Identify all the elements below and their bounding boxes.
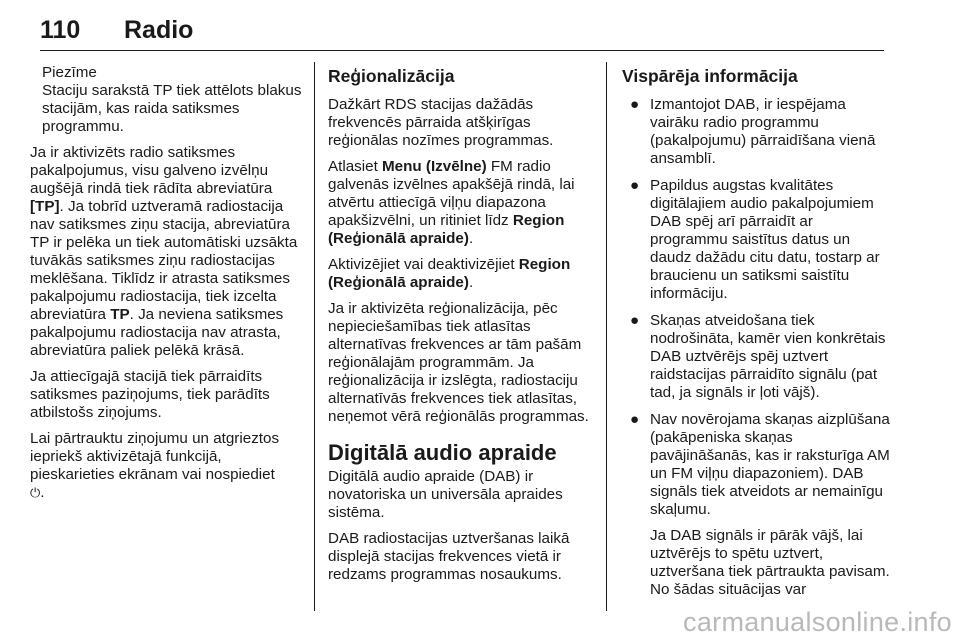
column-1 [30,64,302,510]
section-title: Radio [124,16,194,44]
list-item [622,411,890,599]
menu-label: Menu (Izvēlne) [382,158,487,175]
text-run: Atlasiet [328,158,383,175]
text-run: Lai pārtrauktu ziņojumu un atgrieztos iepriekš aktivizētajā funkcijā, pieskarieties ekrānam vai nospiediet [30,430,280,483]
paragraph-menu [328,158,590,248]
text-run: Aktivizējiet vai deaktivizējiet [328,256,519,273]
list-item [622,177,890,303]
bullet-icon: ● [630,312,640,329]
paragraph-rds: Dažkārt RDS stacijas dažādās frekvencēs pārraida atšķirīgas reģionālas nozīmes programmas. [328,96,554,149]
region-label: Region (Reģionālā apraide) [328,212,565,247]
info-list [622,96,890,599]
paragraph-tp-info [30,144,302,360]
text-run: . [468,274,474,291]
list-item-text: Skaņas atveidošana tiek nodrošināta, kamēr vien konkrētais DAB uztvērējs spēj uztvert raidstacijas pārraidīto signālu (pat tad, ja signāls ir ļoti vājš). [650,312,886,401]
paragraph-dab-intro: Digitālā audio apraide (DAB) ir novatoriska un universāla apraides sistēma. [328,468,563,521]
note-title: Piezīme [42,64,97,81]
paragraph-announcement: Ja attiecīgajā stacijā tiek pārraidīts satiksmes paziņojums, tiek parādīts atbilstošs ziņojums. [30,368,270,421]
list-item-text-extra: Ja DAB signāls ir pārāk vājš, lai uztvērējs to spētu uztvert, uztveršana tiek pārtraukta pavisam. No šādas situācijas var [650,527,890,598]
list-item-text: Nav novērojama skaņas aizplūšana (pakāpeniska skaņas pavājināšanās, kas ir raksturīga AM un FM viļņu diapazoniem). DAB signāls tiek atveidots ar nemainīgu skaļumu. [650,411,890,518]
region-label: Region (Reģionālā apraide) [328,256,571,291]
text-run: . [468,230,474,247]
bullet-icon: ● [630,411,640,428]
text-run: . Ja tobrīd uztveramā radiostacija nav satiksmes ziņu stacija, abreviatūra TP ir pelēka un tiek automātiski uzsākta tuvākās satiksmes ziņu radiostacijas meklēšana. Tiklīdz ir atrasta satiksmes pakalpojumu radiostacija, tiek izcelta abreviatūra [30,198,298,323]
list-item [622,312,890,402]
bullet-icon: ● [630,96,640,113]
paragraph-interrupt [30,430,302,502]
power-icon: ⏻ [30,485,41,500]
paragraph-alternative: Ja ir aktivizēta reģionalizācija, pēc nepieciešamības tiek atlasītas alternatīvas frekvences ar tām pašām reģionālajām programmām. Ja reģionalizācija ir izslēgta, radiostaciju alternatīvās frekvences tiek atlasītas, neņemot vērā reģionālās programmas. [328,300,589,425]
tp-bracket-label: [TP] [30,198,60,215]
tp-label: TP [110,306,130,323]
paragraph-dab-display: DAB radiostacijas uztveršanas laikā displejā stacijas frekvences vietā ir redzams programmas nosaukums. [328,530,570,583]
text-run: Ja ir aktivizēts radio satiksmes pakalpojumus, visu galveno izvēlņu augšējā rindā tiek rādīta abreviatūra [30,144,273,197]
note-box [30,64,302,136]
column-3 [622,64,890,608]
text-run: . [40,484,45,501]
text-run: FM radio galvenās izvēlnes apakšējā rindā, lai atvērtu attiecīgā viļņu diapazona apakšizvēlni, un ritiniet līdz [328,158,575,229]
column-divider-2 [606,62,607,611]
page-number: 110 [40,16,81,44]
list-item [622,96,890,168]
list-item-text: Izmantojot DAB, ir iespējama vairāku radio programmu (pakalpojumu) pārraidīšana vienā ansamblī. [650,96,876,167]
heading-regionalization: Reģionalizācija [328,66,455,86]
watermark: carmanualsonline.info [683,607,952,637]
paragraph-activate [328,256,590,292]
column-2 [328,64,590,592]
column-divider-1 [314,62,315,611]
bullet-icon: ● [630,177,640,194]
heading-dab: Digitālā audio apraide [328,440,557,465]
list-item-text: Papildus augstas kvalitātes digitālajiem audio pakalpojumiem DAB spēj arī pārraidīt ar programmu saistītus datus un daudz dažādu citu datu, tostarp ar braucienu un satiksmi saistītu informāciju. [650,177,880,302]
text-run: . Ja neviena satiksmes pakalpojumu radiostacija nav atrasta, abreviatūra paliek pelēkā krāsā. [30,306,284,359]
header-rule [40,50,884,51]
heading-general-info: Vispārēja informācija [622,66,798,86]
note-text: Staciju sarakstā TP tiek attēlots blakus stacijām, kas raida satiksmes programmu. [42,82,302,135]
page-header [40,10,884,54]
